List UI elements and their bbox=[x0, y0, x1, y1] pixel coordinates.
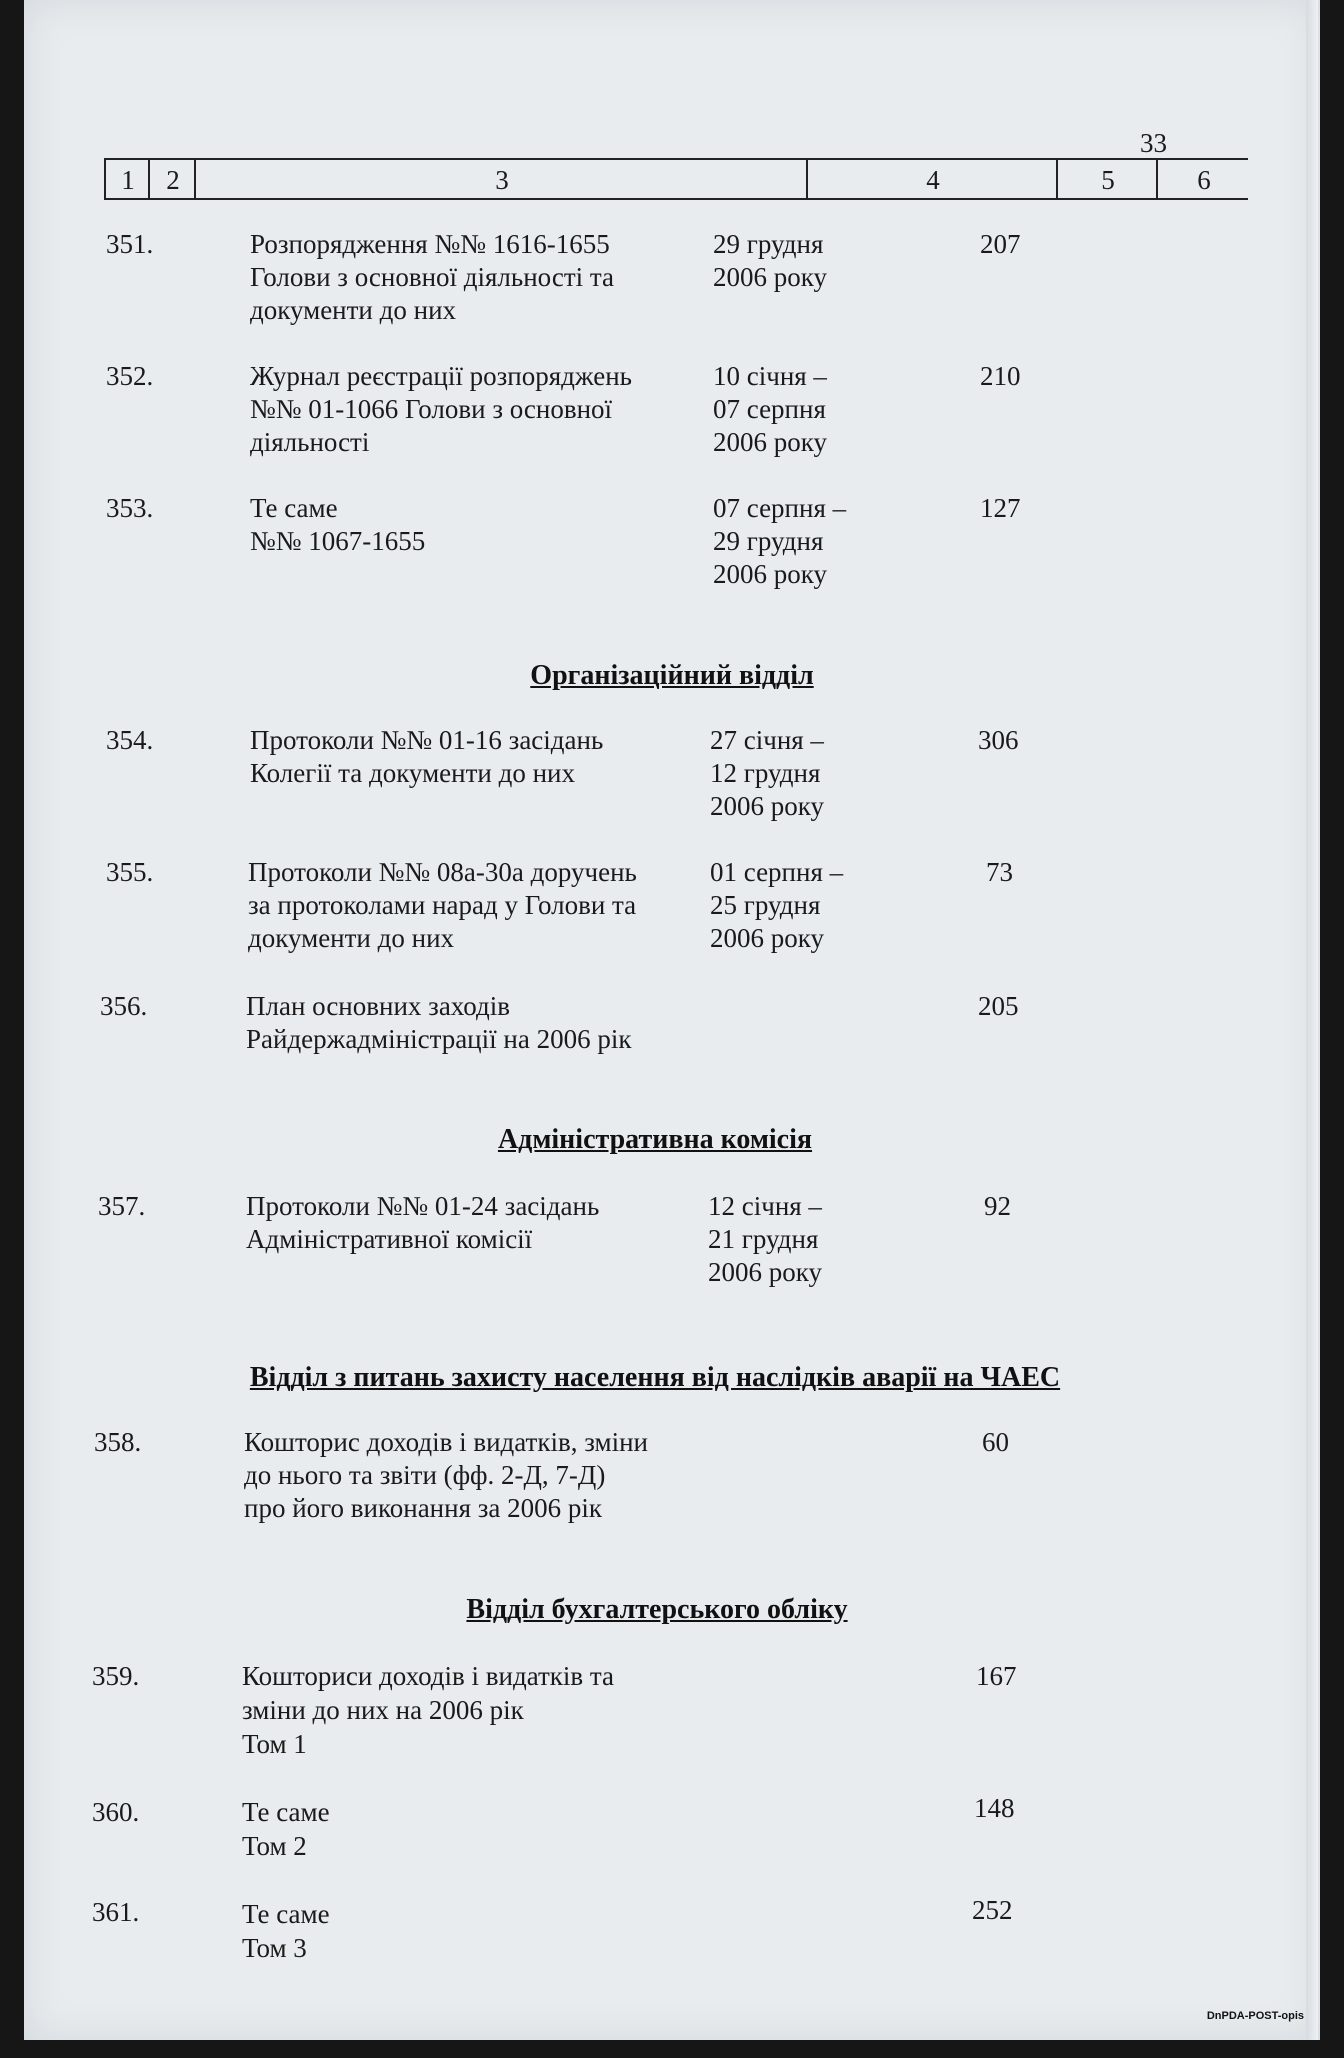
entry-title: за протоколами нарад у Голови та bbox=[248, 890, 637, 920]
entry-title: зміни до них на 2006 рік bbox=[242, 1695, 524, 1725]
entry-dates: 21 грудня bbox=[708, 1224, 819, 1254]
entry-title: Том 2 bbox=[242, 1831, 307, 1861]
entry-dates: 29 грудня bbox=[713, 229, 824, 259]
entry-number: 360. bbox=[92, 1797, 140, 1827]
entry-title: Протоколи №№ 01-16 засідань bbox=[250, 725, 604, 755]
entry-sheets: 207 bbox=[980, 229, 1021, 259]
entry-dates: 29 грудня bbox=[713, 526, 824, 556]
entry-title: Райдержадміністрації на 2006 рік bbox=[246, 1024, 632, 1054]
entry-dates: 25 грудня bbox=[710, 890, 821, 920]
entry-sheets: 252 bbox=[972, 1895, 1013, 1925]
entry-number: 354. bbox=[106, 725, 154, 755]
entry-title: діяльності bbox=[250, 427, 370, 457]
entry-dates: 12 січня – bbox=[708, 1191, 822, 1221]
entry-title: №№ 01-1066 Голови з основної bbox=[250, 394, 613, 424]
entry-title: Розпорядження №№ 1616-1655 bbox=[250, 229, 610, 259]
entry-sheets: 148 bbox=[974, 1793, 1015, 1823]
entry-title: План основних заходів bbox=[246, 991, 510, 1021]
entry-title: до нього та звіти (фф. 2-Д, 7-Д) bbox=[244, 1460, 606, 1490]
column-header: 4 bbox=[806, 160, 1058, 198]
section-heading: Відділ з питань захисту населення від наслідків аварії на ЧАЕС bbox=[249, 1362, 1061, 1393]
entry-dates: 2006 року bbox=[713, 559, 827, 589]
entry-number: 355. bbox=[106, 857, 154, 887]
entry-title: документи до них bbox=[248, 923, 455, 953]
entry-dates: 2006 року bbox=[713, 427, 827, 457]
entry-title: Журнал реєстрації розпоряджень bbox=[250, 361, 632, 391]
entry-dates: 2006 року bbox=[713, 262, 827, 292]
entry-sheets: 127 bbox=[980, 493, 1021, 523]
column-header: 2 bbox=[148, 160, 196, 198]
column-header-row bbox=[104, 158, 1248, 200]
entry-dates: 07 серпня – bbox=[713, 493, 847, 523]
entry-title: №№ 1067-1655 bbox=[250, 526, 426, 556]
entry-title: документи до них bbox=[250, 295, 457, 325]
entry-title: Том 1 bbox=[242, 1729, 307, 1759]
entry-title: Кошториси доходів і видатків та bbox=[242, 1661, 615, 1691]
column-header: 3 bbox=[194, 160, 808, 198]
entry-title: про його виконання за 2006 рік bbox=[244, 1493, 603, 1523]
document-page bbox=[24, 0, 1320, 2040]
column-header: 1 bbox=[104, 160, 150, 198]
section-heading: Адміністративна комісія bbox=[497, 1124, 813, 1155]
entry-title: Голови з основної діяльності та bbox=[250, 262, 614, 292]
column-header: 5 bbox=[1056, 160, 1158, 198]
page-edge bbox=[1306, 0, 1318, 2040]
entry-dates: 2006 року bbox=[708, 1257, 822, 1287]
entry-number: 352. bbox=[106, 361, 154, 391]
entry-number: 353. bbox=[106, 493, 154, 523]
entry-title: Те саме bbox=[242, 1899, 330, 1929]
section-heading: Відділ бухгалтерського обліку bbox=[466, 1594, 848, 1625]
entry-sheets: 167 bbox=[976, 1661, 1017, 1691]
entry-title: Протоколи №№ 01-24 засідань bbox=[246, 1191, 600, 1221]
entry-dates: 01 серпня – bbox=[710, 857, 844, 887]
entry-title: Адміністративної комісії bbox=[246, 1224, 533, 1254]
archive-stamp: DnPDA-POST-opis bbox=[1206, 2010, 1304, 2022]
entry-dates: 27 січня – bbox=[710, 725, 824, 755]
entry-sheets: 60 bbox=[982, 1427, 1009, 1457]
entry-dates: 07 серпня bbox=[713, 394, 826, 424]
page-number: 33 bbox=[1140, 128, 1167, 158]
entry-title: Протоколи №№ 08а-30а доручень bbox=[248, 857, 637, 887]
entry-title: Колегії та документи до них bbox=[250, 758, 575, 788]
entry-title: Те саме bbox=[250, 493, 338, 523]
entry-sheets: 73 bbox=[986, 857, 1013, 887]
entry-dates: 2006 року bbox=[710, 923, 824, 953]
entry-sheets: 205 bbox=[978, 991, 1019, 1021]
entry-number: 359. bbox=[92, 1661, 140, 1691]
entry-number: 361. bbox=[92, 1897, 140, 1927]
entry-dates: 12 грудня bbox=[710, 758, 821, 788]
entry-number: 358. bbox=[94, 1427, 142, 1457]
entry-title: Том 3 bbox=[242, 1933, 307, 1963]
entry-number: 356. bbox=[100, 991, 148, 1021]
column-header: 6 bbox=[1156, 160, 1250, 198]
entry-sheets: 210 bbox=[980, 361, 1021, 391]
entry-number: 357. bbox=[98, 1191, 146, 1221]
entry-title: Кошторис доходів і видатків, зміни bbox=[244, 1427, 648, 1457]
entry-dates: 2006 року bbox=[710, 791, 824, 821]
section-heading: Організаційний відділ bbox=[530, 660, 814, 691]
entry-sheets: 306 bbox=[978, 725, 1019, 755]
entry-number: 351. bbox=[106, 229, 154, 259]
entry-sheets: 92 bbox=[984, 1191, 1011, 1221]
entry-title: Те саме bbox=[242, 1797, 330, 1827]
entry-dates: 10 січня – bbox=[713, 361, 827, 391]
